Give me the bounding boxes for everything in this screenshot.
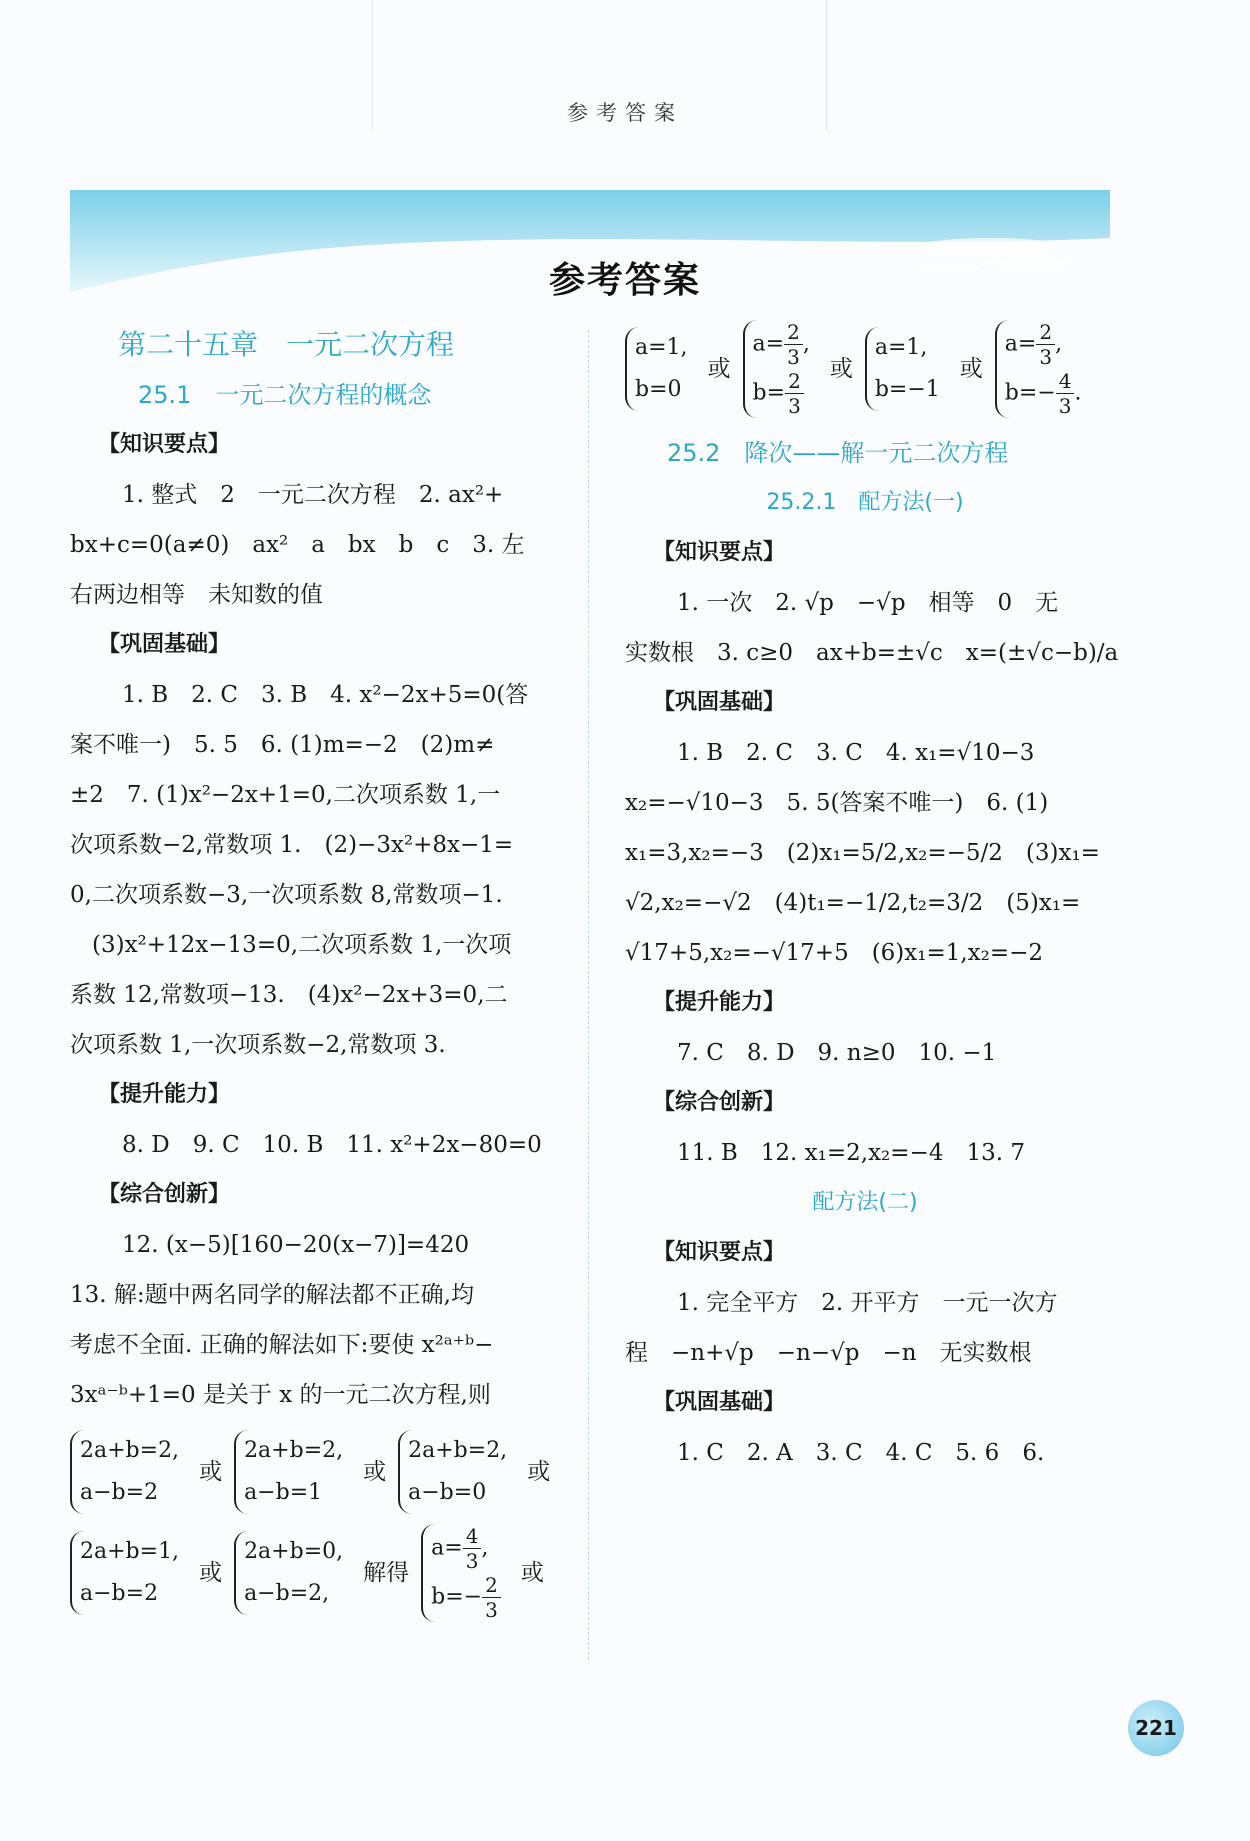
text-line: bx+c=0(a≠0) ax² a bx b c 3. 左: [70, 532, 525, 558]
text-line: x₂=−√10−3 5. 5(答案不唯一) 6. (1): [625, 790, 1049, 816]
text-line: 案不唯一) 5. 5 6. (1)m=−2 (2)m≠: [70, 732, 495, 758]
text-line: 实数根 3. c≥0 ax+b=±√c x=(±√c−b)/a: [625, 640, 1119, 666]
or-word: 或: [829, 356, 853, 382]
or-word: 或: [527, 1459, 551, 1485]
or-word: 或: [363, 1459, 387, 1485]
text-line: x₁=3,x₂=−3 (2)x₁=5/2,x₂=−5/2 (3)x₁=: [625, 840, 1100, 866]
text-line: 1. 整式 2 一元二次方程 2. ax²+: [122, 482, 504, 508]
or-word: 或: [520, 1560, 544, 1586]
equation-system: 2a+b=0, a−b=2,: [234, 1531, 351, 1615]
text-line: 1. 一次 2. √p −√p 相等 0 无: [677, 590, 1059, 616]
equation-system: 2a+b=2, a−b=1: [234, 1430, 351, 1514]
left-column: [70, 320, 550, 1632]
text-line: 1. B 2. C 3. B 4. x²−2x+5=0(答: [122, 682, 529, 708]
text-line: √17+5,x₂=−√17+5 (6)x₁=1,x₂=−2: [625, 940, 1044, 966]
text-line: (3)x²+12x−13=0,二次项系数 1,一次项: [92, 932, 512, 958]
text-line: 1. C 2. A 3. C 4. C 5. 6 6.: [677, 1440, 1045, 1466]
or-word: 或: [199, 1560, 223, 1586]
heading-knowledge: 【知识要点】: [98, 432, 231, 457]
solve-word: 解得: [363, 1560, 410, 1586]
text-line: 7. C 8. D 9. n≥0 10. −1: [677, 1040, 997, 1066]
text-line: 程 −n+√p −n−√p −n 无实数根: [625, 1340, 1032, 1366]
equation-system: a=1, b=−1: [865, 327, 948, 411]
section-title: 25.1 一元二次方程的概念: [138, 381, 432, 409]
page-header: 参考答案: [567, 101, 683, 125]
equation-system: a=1, b=0: [625, 327, 696, 411]
heading-improve: 【提升能力】: [653, 990, 786, 1015]
page-number: 221: [1128, 1700, 1184, 1756]
text-line: 系数 12,常数项−13. (4)x²−2x+3=0,二: [70, 982, 508, 1008]
text-line: 12. (x−5)[160−20(x−7)]=420: [122, 1232, 470, 1258]
equation-systems-row-2: [70, 1524, 550, 1622]
heading-create: 【综合创新】: [653, 1090, 786, 1115]
subsection-title: 25.2.1 配方法(一): [766, 490, 964, 515]
heading-create: 【综合创新】: [98, 1182, 231, 1207]
text-line: 考虑不全面. 正确的解法如下:要使 x²ᵃ⁺ᵇ−: [70, 1332, 494, 1358]
text-line: 13. 解:题中两名同学的解法都不正确,均: [70, 1282, 474, 1308]
solution-system: a= $\frac{4}{3}$ , b=− $\frac{2}{3}$: [421, 1524, 509, 1622]
heading-knowledge: 【知识要点】: [653, 540, 786, 565]
text-line: 次项系数−2,常数项 1. (2)−3x²+8x−1=: [70, 832, 514, 858]
equation-system: a= $\frac{2}{3}$ , b=− $\frac{4}{3}$ .: [995, 320, 1090, 418]
or-word: 或: [959, 356, 983, 382]
text-line: 11. B 12. x₁=2,x₂=−4 13. 7: [677, 1140, 1025, 1166]
or-word: 或: [199, 1459, 223, 1485]
text-line: 3xᵃ⁻ᵇ+1=0 是关于 x 的一元二次方程,则: [70, 1382, 491, 1408]
text-line: 1. B 2. C 3. C 4. x₁=√10−3: [677, 740, 1035, 766]
text-line: √2,x₂=−√2 (4)t₁=−1/2,t₂=3/2 (5)x₁=: [625, 890, 1081, 916]
equation-system: 2a+b=2, a−b=0: [398, 1430, 515, 1514]
text-line: 8. D 9. C 10. B 11. x²+2x−80=0: [122, 1132, 542, 1158]
text-line: 右两边相等 未知数的值: [70, 582, 323, 608]
text-line: 1. 完全平方 2. 开平方 一元一次方: [677, 1290, 1058, 1316]
heading-basic: 【巩固基础】: [653, 690, 786, 715]
column-divider: [588, 330, 589, 1660]
equation-systems-row-1: [70, 1430, 550, 1514]
or-word: 或: [707, 356, 731, 382]
equation-system: 2a+b=2, a−b=2: [70, 1430, 187, 1514]
equation-systems-top: [625, 320, 1105, 418]
text-line: 次项系数 1,一次项系数−2,常数项 3.: [70, 1032, 446, 1058]
heading-knowledge: 【知识要点】: [653, 1240, 786, 1265]
chapter-title: 第二十五章 一元二次方程: [118, 328, 455, 361]
heading-basic: 【巩固基础】: [98, 632, 231, 657]
right-column: [625, 320, 1119, 1478]
heading-improve: 【提升能力】: [98, 1082, 231, 1107]
section-title: 25.2 降次——解一元二次方程: [667, 439, 1009, 467]
subsection-title: 配方法(二): [812, 1190, 918, 1215]
equation-system: 2a+b=1, a−b=2: [70, 1531, 187, 1615]
text-line: 0,二次项系数−3,一次项系数 8,常数项−1.: [70, 882, 503, 908]
banner-title: 参考答案: [548, 260, 701, 301]
text-line: ±2 7. (1)x²−2x+1=0,二次项系数 1,一: [70, 782, 501, 808]
equation-system: a= $\frac{2}{3}$ , b= $\frac{2}{3}$: [743, 320, 818, 418]
heading-basic: 【巩固基础】: [653, 1390, 786, 1415]
